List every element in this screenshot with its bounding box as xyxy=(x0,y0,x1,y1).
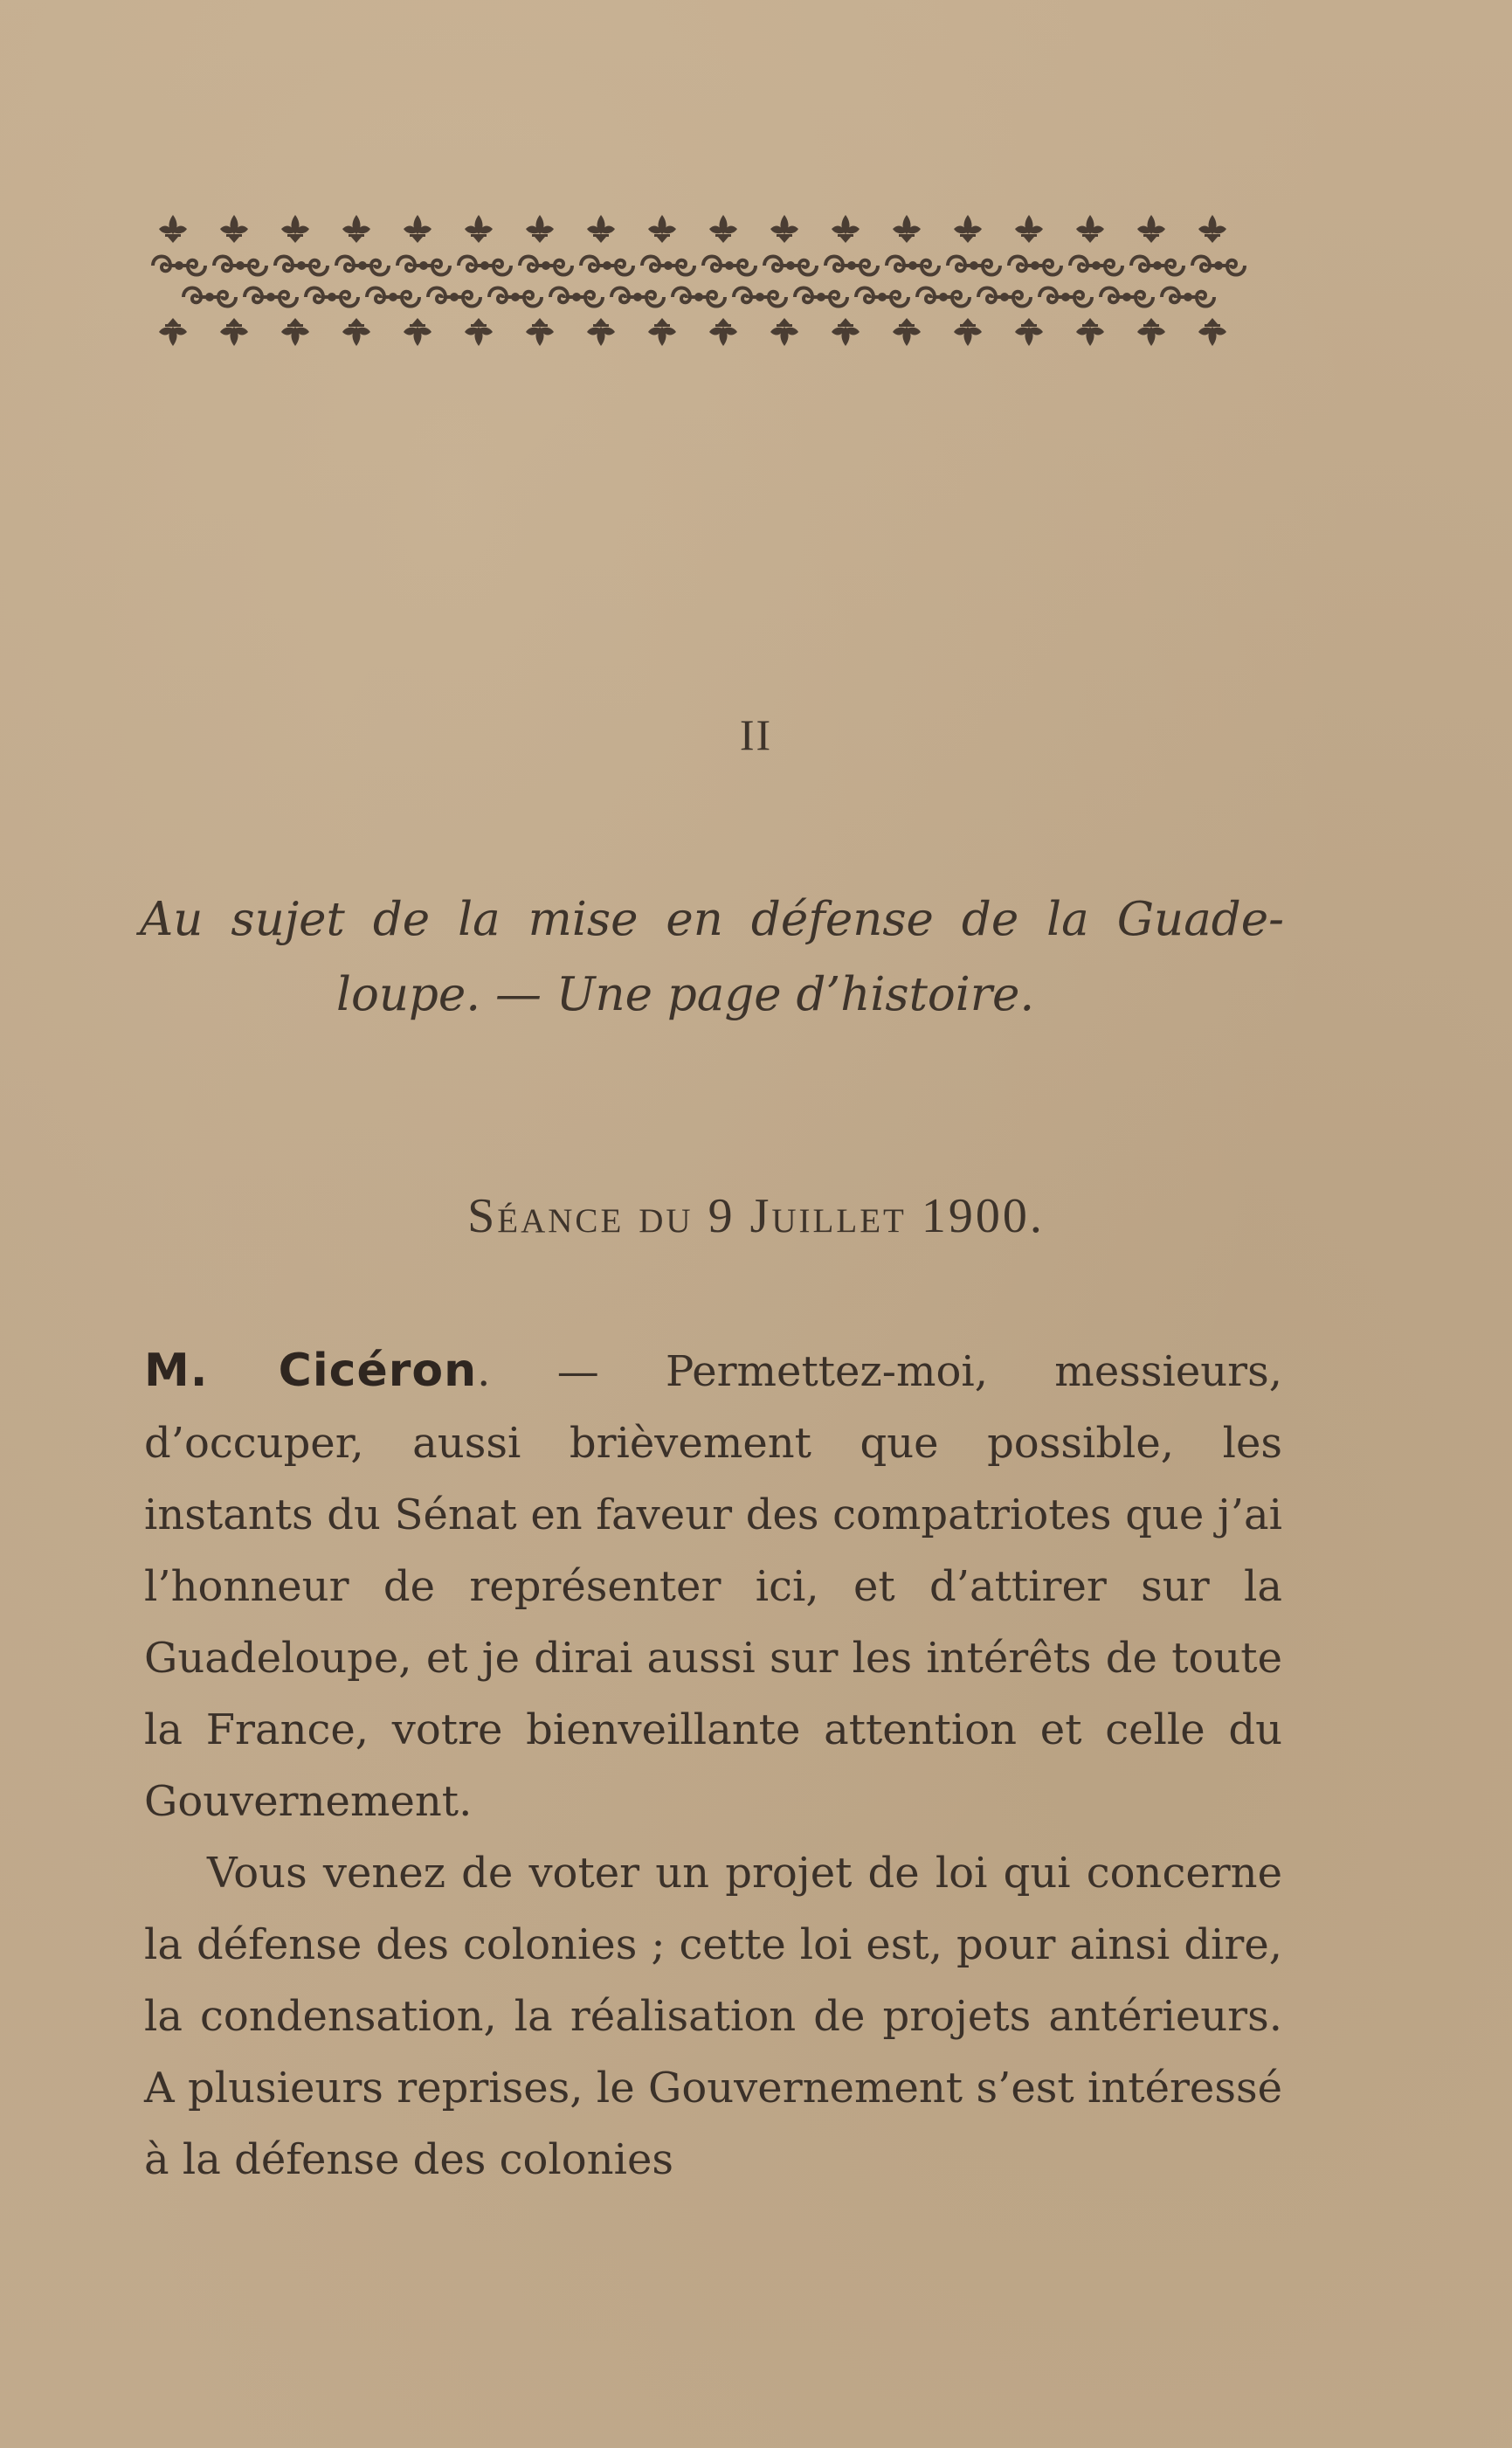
session-heading: Séance du 9 Juillet 1900. xyxy=(467,1189,1045,1243)
paragraph-1-text: . — Permettez-moi, messieurs, d’occuper, aussi brièvement que possible, les instants du Sénat en faveur des compatriotes que j’ai l’honneur de représenter ici, et d’attirer sur la Guadeloupe, et je dirai aussi sur les intérêts de toute la France, votre bienveillante attention et celle du Gouvernement. xyxy=(144,1347,1282,1826)
chapter-title-line-1: Au sujet de la mise en défense de la Guade- xyxy=(140,893,1284,946)
speaker-name: M. Cicéron xyxy=(144,1345,478,1397)
paragraph-1 xyxy=(144,1335,1282,1837)
paragraph-2: Vous venez de voter un projet de loi qui concerne la défense des colonies ; cette loi est, pour ainsi dire, la condensation, la réalisation de projets antérieurs. A plusieurs reprises, le Gouvernement s’est intéressé à la défense des colonies xyxy=(144,1849,1282,2184)
fleuron-border-icon xyxy=(148,203,1267,351)
chapter-title xyxy=(140,882,1284,1033)
body-text xyxy=(144,1335,1282,2196)
chapter-title-line-2: loupe. — Une page d’histoire. xyxy=(336,968,1035,1021)
section-number: II xyxy=(739,710,773,759)
